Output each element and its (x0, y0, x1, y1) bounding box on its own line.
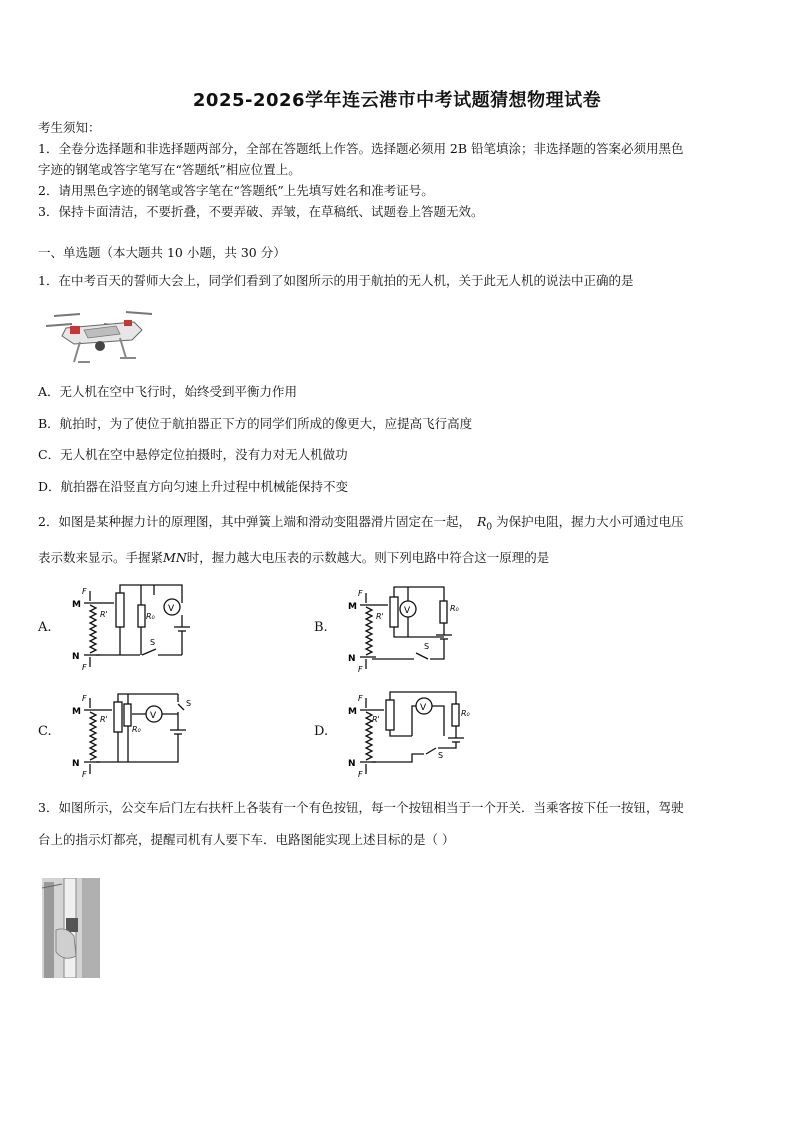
label-r0: R₀ (450, 604, 459, 613)
label-s: S (150, 638, 156, 647)
question-3-stem-line-2: 台上的指示灯都亮，提醒司机有人要下车．电路图能实现上述目标的是（ ） (38, 832, 455, 847)
label-m: M (72, 600, 81, 610)
label-n: N (72, 652, 80, 662)
label-n: N (72, 759, 80, 769)
question-3-stem-line-1: 3．如图所示，公交车后门左右扶杆上各装有一个有色按钮，每一个按钮相当于一个开关．当乘客按下任一按钮，驾驶 (38, 800, 684, 815)
circuit-diagram-d (346, 690, 476, 778)
label-f-bottom: F (358, 665, 363, 673)
label-r0: R₀ (461, 709, 470, 718)
label-s: S (438, 751, 444, 760)
notice-item: 字迹的钢笔或答字笔写在“答题纸”相应位置上。 (38, 162, 301, 177)
label-n: N (348, 654, 356, 664)
option-letter-b: B. (314, 620, 328, 635)
label-v: V (420, 703, 427, 713)
label-s: S (186, 699, 192, 708)
label-f-top: F (82, 694, 87, 703)
label-m: M (348, 602, 357, 612)
question-1-option-a: A．无人机在空中飞行时，始终受到平衡力作用 (38, 384, 298, 399)
label-f-bottom: F (82, 770, 87, 778)
label-r-prime: R' (100, 715, 108, 724)
stem-text: 时，握力越大电压表的示数越大。则下列电路中符合这一原理的是 (186, 550, 550, 565)
drone-photo (44, 304, 154, 366)
label-s: S (424, 642, 430, 651)
question-1-option-c: C．无人机在空中悬停定位拍摄时，没有力对无人机做功 (38, 447, 348, 462)
label-r-prime: R' (100, 610, 108, 619)
stem-text: 表示数来显示。手握紧 (38, 550, 164, 565)
option-letter-c: C. (38, 724, 52, 739)
label-m: M (348, 707, 357, 717)
label-f-bottom: F (358, 770, 363, 778)
section-heading: 一、单选题（本大题共 10 小题，共 30 分） (38, 245, 286, 260)
question-1-option-b: B．航拍时，为了使位于航拍器正下方的同学们所成的像更大，应提高飞行高度 (38, 416, 473, 431)
stem-text: 2．如图是某种握力计的原理图，其中弹簧上端和滑动变阻器滑片固定在一起， (38, 514, 471, 529)
question-2-stem-line-1 (38, 514, 684, 536)
circuit-diagram-b (346, 583, 476, 673)
option-letter-d: D. (314, 724, 329, 739)
page-title: 2025-2026学年连云港市中考试题猜想物理试卷 (192, 90, 602, 111)
question-1-option-d: D．航拍器在沿竖直方向匀速上升过程中机械能保持不变 (38, 479, 349, 494)
notice-item: 2．请用黑色字迹的钢笔或答字笔在“答题纸”上先填写姓名和准考证号。 (38, 183, 434, 198)
notice-item: 1．全卷分选择题和非选择题两部分，全部在答题纸上作答。选择题必须用 2B 铅笔填涂；非选择题的答案必须用黑色 (38, 141, 684, 156)
label-n: N (348, 759, 356, 769)
question-1-stem: 1．在中考百天的誓师大会上，同学们看到了如图所示的用于航拍的无人机，关于此无人机的说法中正确的是 (38, 273, 634, 288)
label-r0: R₀ (146, 612, 155, 621)
stem-text: 为保护电阻，握力大小可通过电压 (496, 514, 684, 529)
label-f-bottom: F (82, 663, 87, 671)
label-m: M (72, 707, 81, 717)
circuit-diagram-c (70, 690, 200, 778)
label-r-prime: R' (372, 715, 380, 724)
bus-door-photo (42, 878, 100, 978)
label-f-top: F (358, 694, 363, 703)
r0-symbol: R (476, 514, 487, 529)
label-r0: R₀ (132, 725, 141, 734)
circuit-diagram-a (70, 583, 200, 671)
label-f-top: F (82, 587, 87, 596)
label-v: V (168, 604, 175, 614)
label-r-prime: R' (376, 612, 384, 621)
question-2-stem-line-2 (38, 550, 549, 566)
notice-heading: 考生须知： (38, 120, 101, 135)
label-v: V (404, 606, 411, 616)
option-letter-a: A. (38, 620, 52, 635)
r0-subscript: 0 (486, 522, 493, 533)
notice-item: 3．保持卡面清洁，不要折叠，不要弄破、弄皱，在草稿纸、试题卷上答题无效。 (38, 204, 484, 219)
label-v: V (150, 711, 157, 721)
label-f-top: F (358, 589, 363, 598)
mn-symbol: MN (163, 550, 187, 565)
